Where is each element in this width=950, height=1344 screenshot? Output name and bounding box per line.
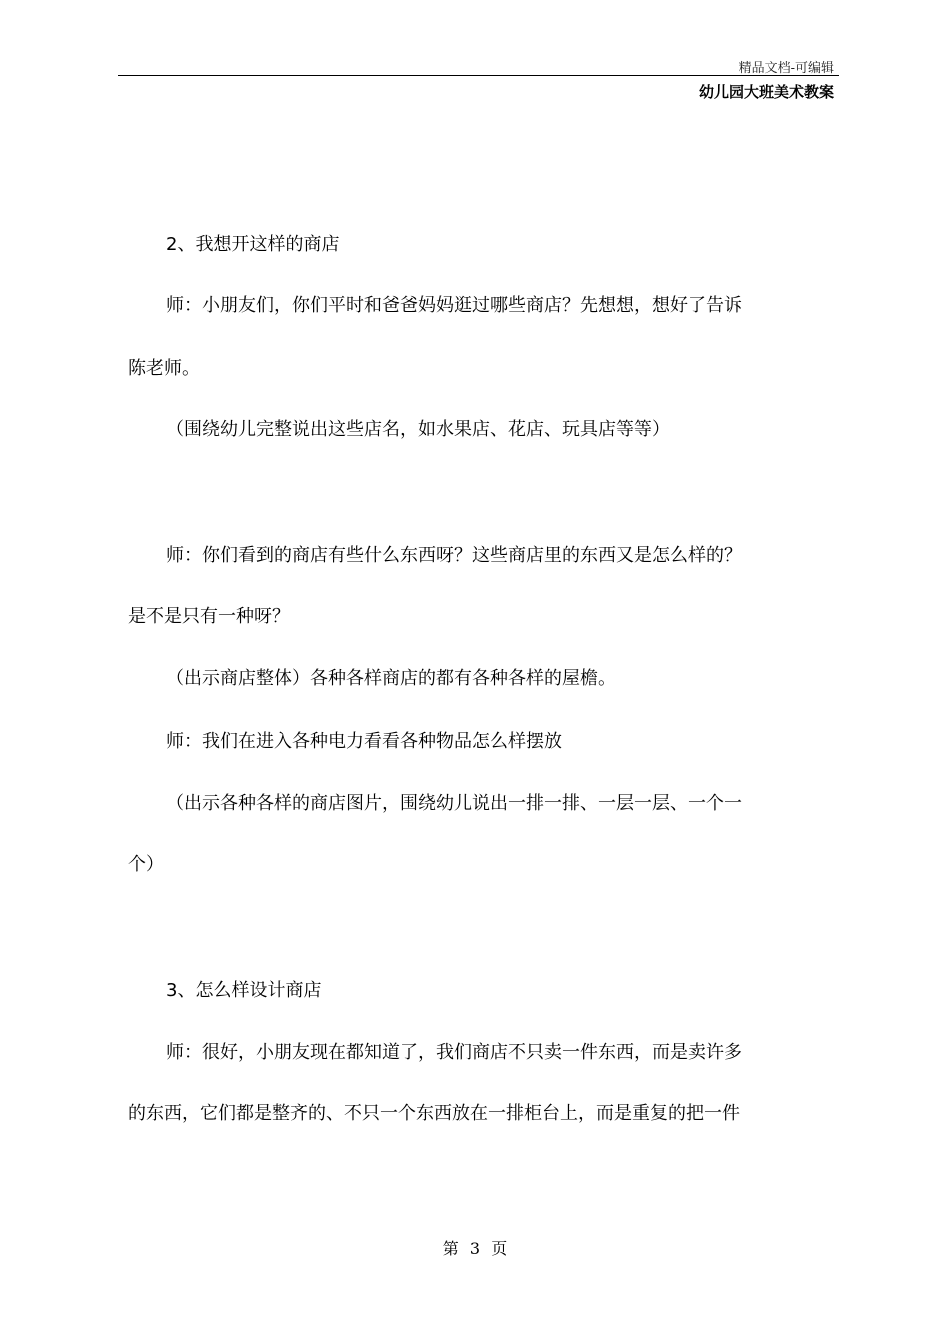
header-divider [118, 75, 839, 76]
paragraph-2: （围绕幼儿完整说出这些店名，如水果店、花店、玩具店等等） [166, 419, 670, 440]
paragraph-4: （出示商店整体）各种各样商店的都有各种各样的屋檐。 [166, 668, 616, 689]
page-number: 3 [469, 1239, 481, 1258]
paragraph-6-line-2: 个） [128, 854, 164, 875]
paragraph-7-line-1: 师：很好，小朋友现在都知道了，我们商店不只卖一件东西，而是卖许多 [166, 1042, 742, 1063]
paragraph-1-line-1: 师：小朋友们，你们平时和爸爸妈妈逛过哪些商店？先想想，想好了告诉 [166, 295, 742, 316]
page-number-footer [0, 1236, 950, 1259]
paragraph-1-line-2: 陈老师。 [128, 358, 200, 379]
header-tag: 精品文档-可编辑 [738, 61, 834, 76]
page-number-suffix: 页 [491, 1239, 508, 1258]
paragraph-6-line-1: （出示各种各样的商店图片，围绕幼儿说出一排一排、一层一层、一个一 [166, 793, 742, 814]
paragraph-3-line-1: 师：你们看到的商店有些什么东西呀？这些商店里的东西又是怎么样的？ [166, 545, 742, 566]
section-3-heading: 3、怎么样设计商店 [166, 980, 322, 1001]
document-title: 幼儿园大班美术教案 [698, 83, 834, 101]
section-2-heading: 2、我想开这样的商店 [166, 234, 340, 255]
paragraph-5: 师：我们在进入各种电力看看各种物品怎么样摆放 [166, 731, 562, 752]
paragraph-3-line-2: 是不是只有一种呀？ [128, 606, 290, 627]
paragraph-7-line-2: 的东西，它们都是整齐的、不只一个东西放在一排柜台上，而是重复的把一件 [128, 1103, 740, 1124]
page-number-prefix: 第 [442, 1239, 459, 1258]
